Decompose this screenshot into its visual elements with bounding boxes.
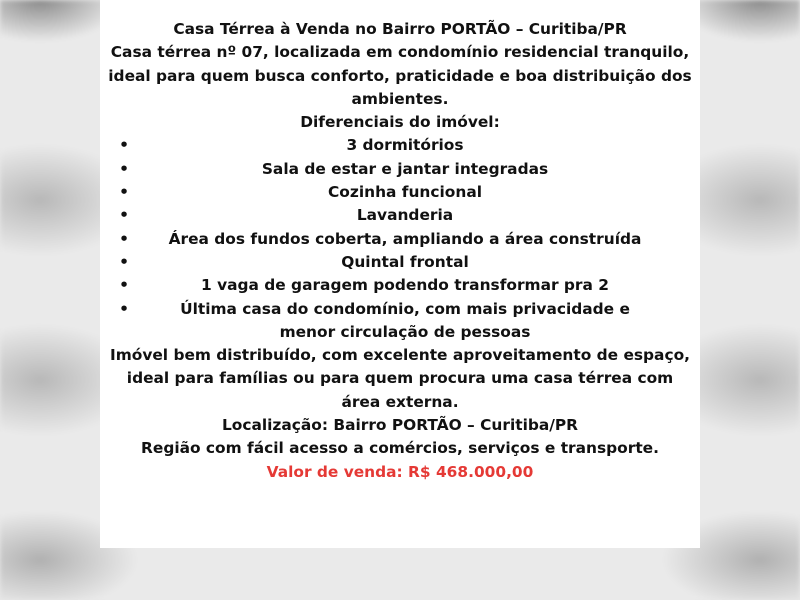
- feature-text: Última casa do condomínio, com mais privacidade e menor circulação de pessoas: [180, 299, 630, 341]
- listing-card: [100, 0, 700, 548]
- bullet-icon: •: [119, 252, 129, 271]
- feature-item: [106, 298, 694, 345]
- listing-title: Casa Térrea à Venda no Bairro PORTÃO – Curitiba/PR: [173, 20, 627, 38]
- bullet-icon: •: [119, 299, 129, 318]
- feature-text: Área dos fundos coberta, ampliando a área construída: [168, 229, 642, 248]
- feature-text: Lavanderia: [356, 206, 454, 225]
- feature-item: [106, 158, 694, 181]
- bullet-icon: •: [119, 183, 129, 202]
- listing-summary: Imóvel bem distribuído, com excelente aproveitamento de espaço, ideal para famílias ou para quem procura uma casa térrea com área externa.: [110, 346, 690, 411]
- feature-text: Cozinha funcional: [328, 183, 482, 202]
- feature-text: 3 dormitórios: [346, 136, 464, 155]
- listing-intro: Casa térrea nº 07, localizada em condomínio residencial tranquilo, ideal para quem busca conforto, praticidade e boa distribuição dos ambientes.: [108, 43, 692, 108]
- feature-item: [106, 228, 694, 251]
- features-list: [106, 134, 694, 344]
- listing-region: Região com fácil acesso a comércios, serviços e transporte.: [141, 439, 659, 458]
- feature-item: [106, 204, 694, 227]
- feature-item: [106, 134, 694, 157]
- features-heading: Diferenciais do imóvel:: [300, 113, 500, 132]
- bullet-icon: •: [119, 276, 129, 295]
- bullet-icon: •: [119, 206, 129, 225]
- listing-location: Localização: Bairro PORTÃO – Curitiba/PR: [221, 416, 579, 435]
- listing-price: Valor de venda: R$ 468.000,00: [266, 462, 534, 481]
- bullet-icon: •: [119, 136, 129, 155]
- bottom-strip: [100, 548, 700, 600]
- feature-text: 1 vaga de garagem podendo transformar pra 2: [201, 276, 609, 295]
- feature-item: [106, 274, 694, 297]
- bullet-icon: •: [119, 229, 129, 248]
- feature-item: [106, 181, 694, 204]
- bullet-icon: •: [119, 159, 129, 178]
- feature-text: Quintal frontal: [341, 252, 469, 271]
- feature-text: Sala de estar e jantar integradas: [261, 159, 549, 178]
- feature-item: [106, 251, 694, 274]
